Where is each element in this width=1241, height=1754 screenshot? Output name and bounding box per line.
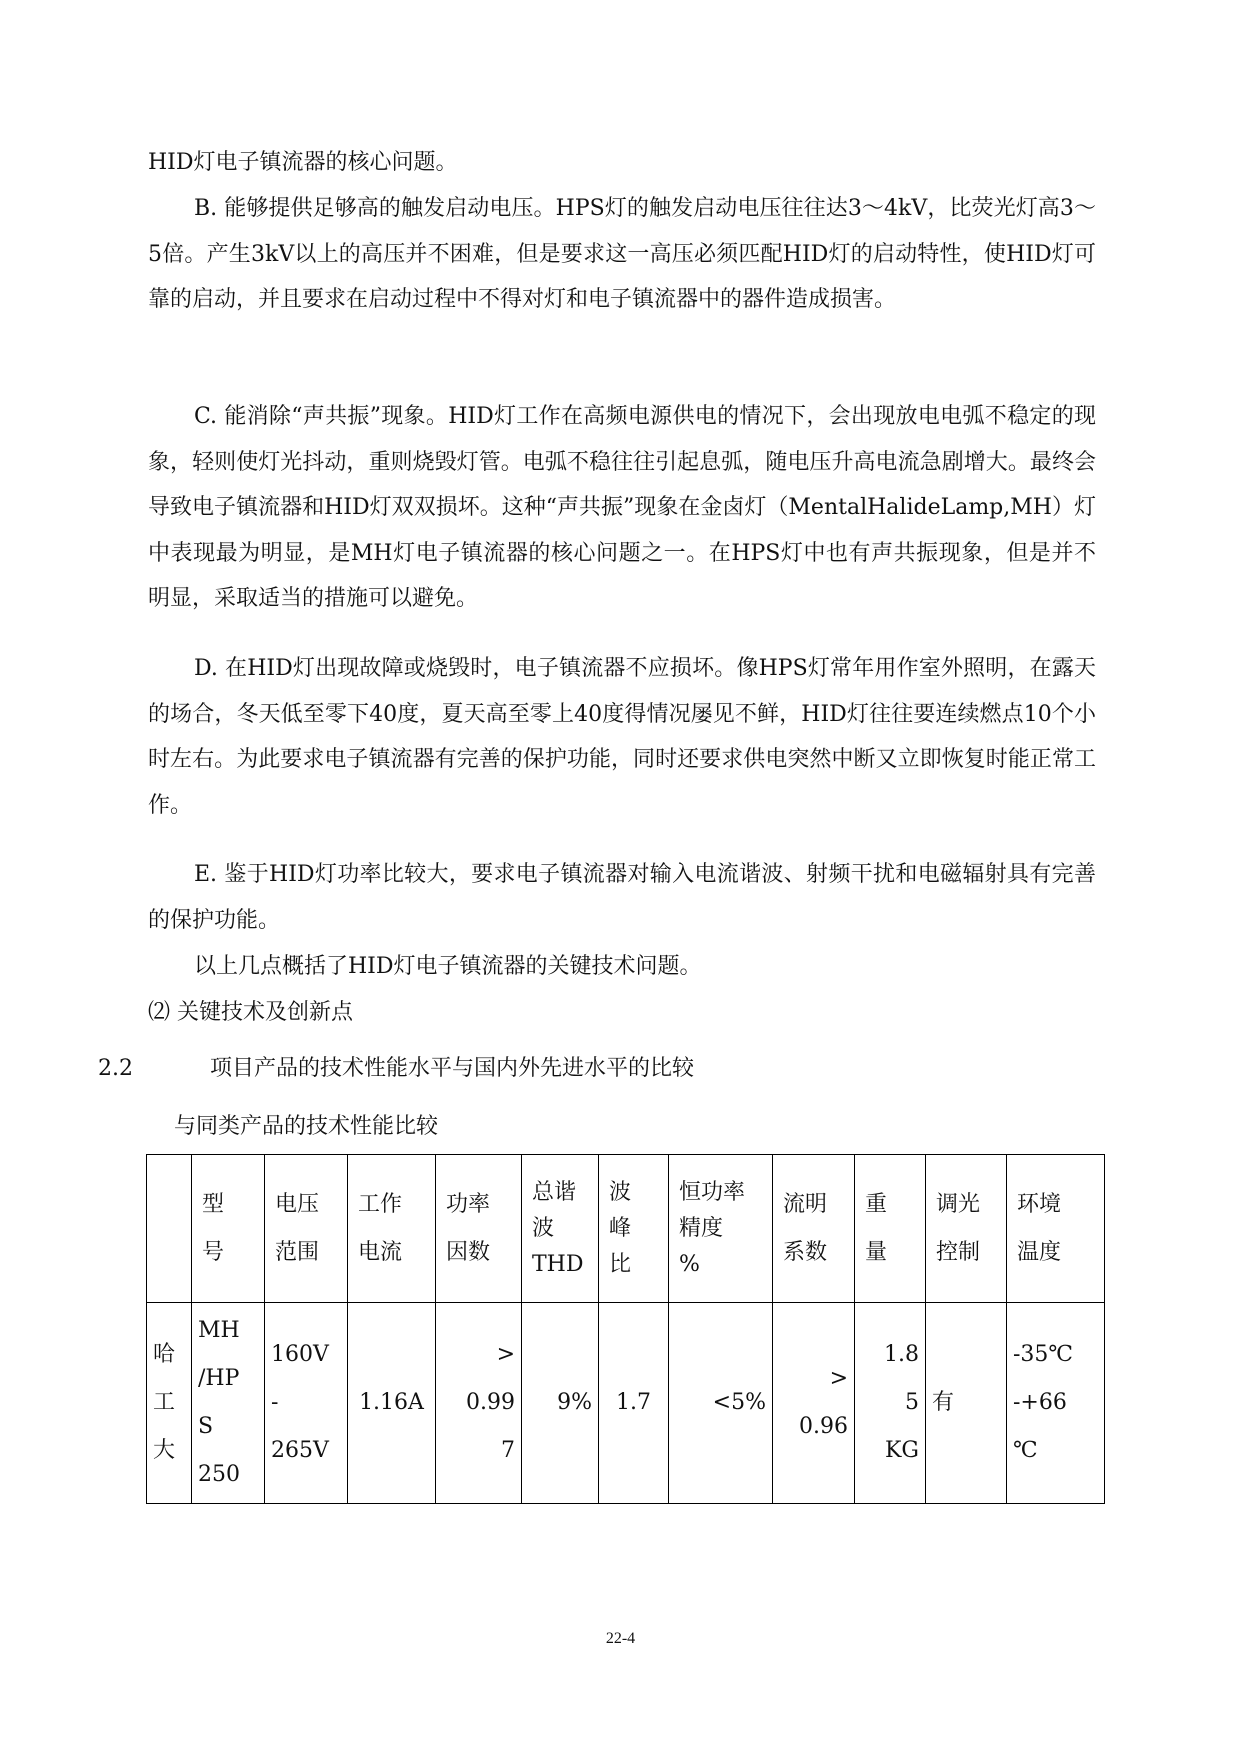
table-header-row: [147, 1155, 1105, 1303]
header-cell: 环境 温度: [1007, 1155, 1105, 1303]
section-number: 2.2: [98, 1056, 133, 1081]
cell-lumen-factor: > 0.96: [773, 1303, 855, 1504]
paragraph-b: B. 能够提供足够高的触发启动电压。HPS灯的触发启动电压往往达3～4kV，比荧光灯高3～5倍。产生3kV以上的高压并不困难，但是要求这一高压必须匹配HID灯的启动特性，使HID灯可靠的启动，并且要求在启动过程中不得对灯和电子镇流器中的器件造成损害。: [148, 196, 1096, 312]
table-row: [147, 1303, 1105, 1504]
header-cell: 流明 系数: [773, 1155, 855, 1303]
cell-dimming-control: 有: [926, 1303, 1007, 1504]
paragraph-continuation: HID灯电子镇流器的核心问题。: [148, 150, 458, 175]
cell-voltage-range: 160V - 265V: [265, 1303, 348, 1504]
header-cell: [147, 1155, 192, 1303]
subheading-key-technology: ⑵ 关键技术及创新点: [148, 1000, 353, 1025]
header-cell: 电压 范围: [265, 1155, 348, 1303]
cell-manufacturer: 哈 工 大: [147, 1303, 192, 1504]
header-cell: 工作 电流: [348, 1155, 436, 1303]
cell-constant-power-accuracy: <5%: [669, 1303, 773, 1504]
table-caption: 与同类产品的技术性能比较: [174, 1114, 439, 1139]
cell-weight: 1.8 5 KG: [855, 1303, 926, 1504]
cell-ambient-temperature: -35℃ -+66 ℃: [1007, 1303, 1105, 1504]
header-cell: 功率 因数: [436, 1155, 522, 1303]
cell-operating-current: 1.16A: [348, 1303, 436, 1504]
cell-thd: 9%: [522, 1303, 599, 1504]
cell-power-factor: > 0.99 7: [436, 1303, 522, 1504]
header-cell: 调光 控制: [926, 1155, 1007, 1303]
header-cell: 重 量: [855, 1155, 926, 1303]
section-title: 项目产品的技术性能水平与国内外先进水平的比较: [210, 1056, 695, 1081]
header-cell: 波 峰 比: [599, 1155, 669, 1303]
page-number: 22-4: [605, 1630, 636, 1647]
cell-model: MH /HP S 250: [192, 1303, 265, 1504]
paragraph-d: D. 在HID灯出现故障或烧毁时，电子镇流器不应损坏。像HPS灯常年用作室外照明，在露天的场合，冬天低至零下40度，夏天高至零上40度得情况屡见不鲜，HID灯往往要连续燃点10个小时左右。为此要求电子镇流器有完善的保护功能，同时还要求供电突然中断又立即恢复时能正常工作。: [148, 656, 1096, 818]
performance-comparison-table: [146, 1154, 1105, 1504]
header-cell: 总谐 波 THD: [522, 1155, 599, 1303]
paragraph-c: C. 能消除“声共振”现象。HID灯工作在高频电源供电的情况下，会出现放电电弧不稳定的现象，轻则使灯光抖动，重则烧毁灯管。电弧不稳往往引起息弧，随电压升高电流急剧增大。最终会导致电子镇流器和HID灯双双损坏。这种“声共振”现象在金卤灯（MentalHalideLamp,MH）灯中表现最为明显，是MH灯电子镇流器的核心问题之一。在HPS灯中也有声共振现象，但是并不明显，采取适当的措施可以避免。: [148, 404, 1096, 611]
paragraph-e: E. 鉴于HID灯功率比较大，要求电子镇流器对输入电流谐波、射频干扰和电磁辐射具有完善的保护功能。: [148, 862, 1096, 933]
cell-crest-factor: 1.7: [599, 1303, 669, 1504]
header-cell: 型 号: [192, 1155, 265, 1303]
paragraph-summary: 以上几点概括了HID灯电子镇流器的关键技术问题。: [194, 954, 702, 979]
header-cell: 恒功率 精度 %: [669, 1155, 773, 1303]
